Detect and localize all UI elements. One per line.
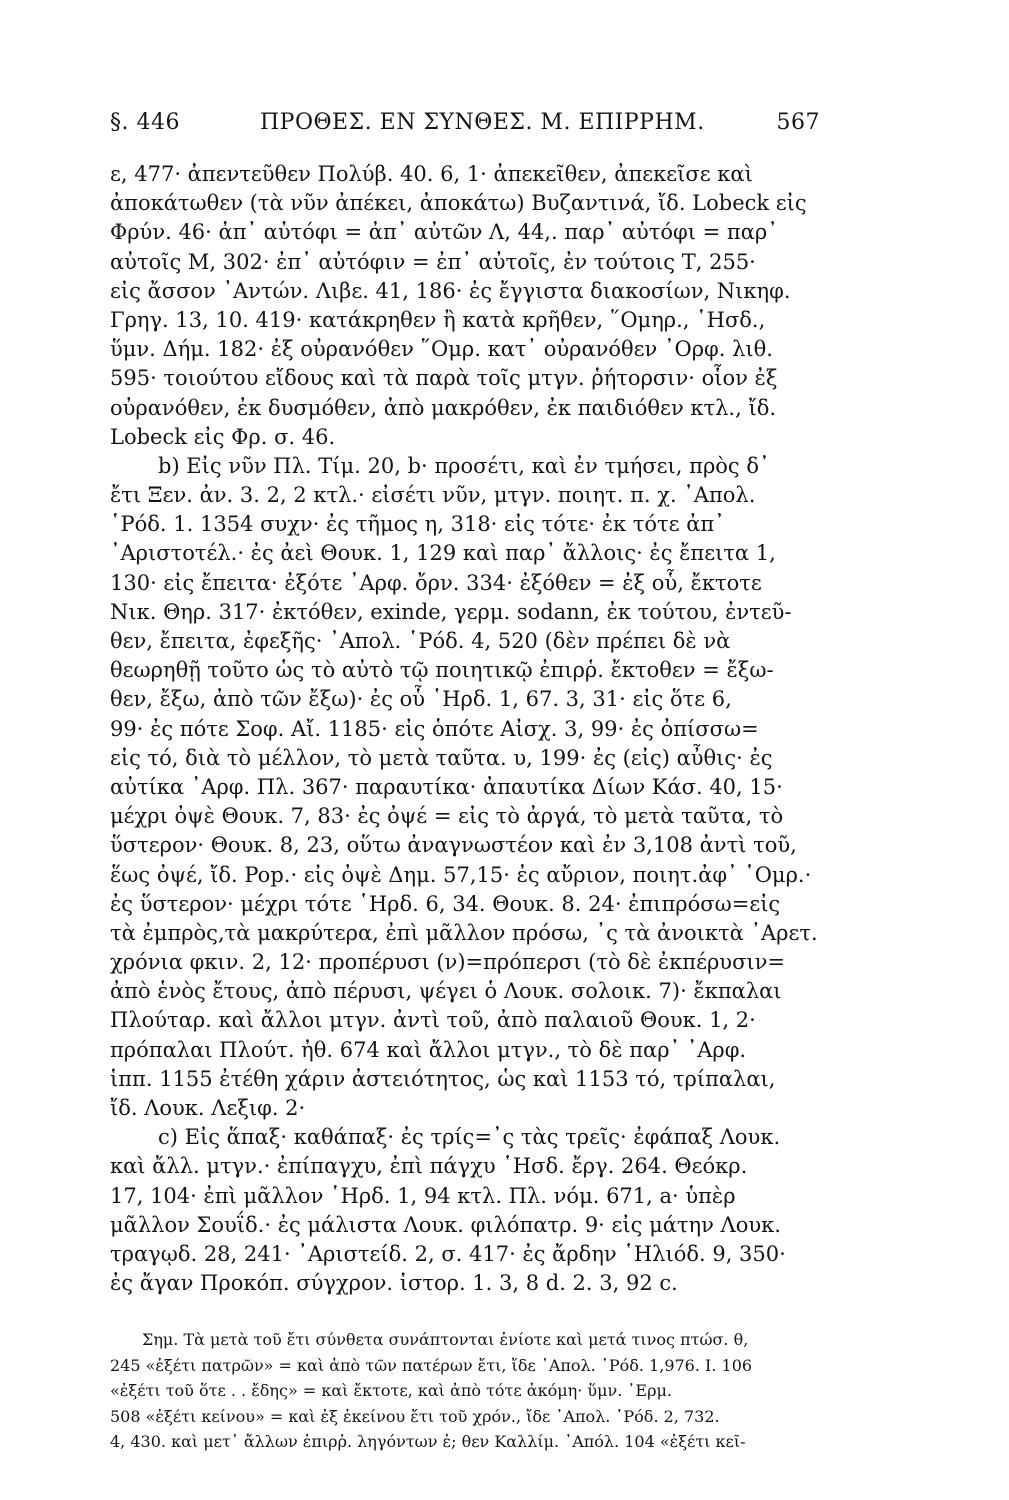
text-line: Φρύν. 46· ἀπ᾽ αὐτόφι = ἀπ᾽ αὐτῶν Λ, 44,. παρ᾽ αὐτόφι = παρ᾽ bbox=[110, 220, 778, 245]
paragraph-b-line: ἀπὸ ἑνὸς ἔτους, ἀπὸ πέρυσι, ψέγει ὁ Λουκ. σολοικ. 7)· ἔκπαλαι bbox=[110, 979, 782, 1004]
footnote-line: 245 «ἐξέτι πατρῶν» = καὶ ἀπὸ τῶν πατέρων ἔτι, ἴδε ᾽Απολ. ῾Ρόδ. 1,976. Ι. 106 bbox=[110, 1355, 753, 1375]
paragraph-b-line: ᾽Αριστοτέλ.· ἐς ἀεὶ Θουκ. 1, 129 καὶ παρ᾽ ἄλλοις· ἐς ἔπειτα 1, bbox=[110, 541, 776, 566]
page-number: 567 bbox=[776, 110, 820, 135]
paragraph-c-line: 17, 104· ἐπὶ μᾶλλον ῾Ηρδ. 1, 94 κτλ. Πλ. νόμ. 671, a· ὑπὲρ bbox=[110, 1183, 736, 1208]
paragraph-b-line: ἐς ὕστερον· μέχρι τότε ῾Ηρδ. 6, 34. Θουκ. 8. 24· ἐπιπρόσω=εἰς bbox=[110, 891, 781, 916]
section-number: §. 446 bbox=[110, 110, 180, 135]
footnote-line: Σημ. Τὰ μετὰ τοῦ ἔτι σύνθετα συνάπτονται ἐνίοτε καὶ μετά τινος πτώσ. θ, bbox=[142, 1330, 749, 1349]
paragraph-b-line: χρόνια φκιν. 2, 12· προπέρυσι (ν)=πρόπερσι (τὸ δὲ ἐκπέρυσιν= bbox=[110, 950, 786, 975]
paragraph-b-line: θεωρηθῇ τοῦτο ὡς τὸ αὐτὸ τῷ ποιητικῷ ἐπιρῥ. ἔκτοθεν = ἔξω- bbox=[110, 658, 774, 683]
text-line: οὐρανόθεν, ἐκ δυσμόθεν, ἀπὸ μακρόθεν, ἐκ παιδιόθεν κτλ., ἴδ. bbox=[110, 395, 777, 420]
paragraph-b-line: θεν, ἔπειτα, ἐφεξῆς· ᾽Απολ. ῾Ρόδ. 4, 520 (δὲν πρέπει δὲ νὰ bbox=[110, 629, 731, 653]
paragraph-b-line: ῾Ρόδ. 1. 1354 συχν· ἐς τῆμος η, 318· εἰς τότε· ἐκ τότε ἀπ᾽ bbox=[110, 512, 725, 537]
paragraph-b-line: ὕστερον· Θουκ. 8, 23, οὕτω ἀναγνωστέον καὶ ἐν 3,108 ἀντὶ τοῦ, bbox=[110, 833, 797, 858]
paragraph-c-line: καὶ ἄλλ. μτγν.· ἐπίπαγχυ, ἐπὶ πάγχυ ῾Ησδ. ἔργ. 264. Θεόκρ. bbox=[110, 1154, 748, 1179]
paragraph-c-line: τραγῳδ. 28, 241· ᾽Αριστείδ. 2, σ. 417· ἐς ἄρδην ῾Ηλιόδ. 9, 350· bbox=[110, 1241, 786, 1266]
paragraph-b-line: πρόπαλαι Πλούτ. ἠθ. 674 καὶ ἄλλοι μτγν., τὸ δὲ παρ᾽ ᾽Αρφ. bbox=[110, 1037, 747, 1062]
text-line: Lobeck εἰς Φρ. σ. 46. bbox=[110, 424, 336, 449]
paragraph-b-line: Πλούταρ. καὶ ἄλλοι μτγν. ἀντὶ τοῦ, ἀπὸ παλαιοῦ Θουκ. 1, 2· bbox=[110, 1008, 756, 1033]
text-line: αὐτοῖς Μ, 302· ἐπ᾽ αὐτόφιν = ἐπ᾽ αὐτοῖς, ἐν τούτοις Τ, 255· bbox=[110, 249, 756, 274]
paragraph-b-line: 99· ἐς πότε Σοφ. Αἴ. 1185· εἰς ὁπότε Αἰσχ. 3, 99· ἐς ὀπίσσω= bbox=[110, 716, 759, 741]
paragraph-b-line: ἴδ. Λουκ. Λεξιφ. 2· bbox=[110, 1096, 306, 1120]
text-line: εἰς ἄσσον ᾽Αντών. Λιβε. 41, 186· ἐς ἔγγιστα διακοσίων, Νικηφ. bbox=[110, 278, 791, 303]
footnote-line: 508 «ἐξέτι κείνου» = καὶ ἐξ ἐκείνου ἔτι τοῦ χρόν., ἴδε ᾽Απολ. ῾Ρόδ. 2, 732. bbox=[110, 1406, 720, 1426]
paragraph-b-line: ἔτι Ξεν. ἀν. 3. 2, 2 κτλ.· εἰσέτι νῦν, μτγν. ποιητ. π. χ. ᾽Απολ. bbox=[110, 483, 756, 508]
text-line: ἀποκάτωθεν (τὰ νῦν ἀπέκει, ἀποκάτω) Βυζαντινά, ἴδ. Lobeck εἰς bbox=[110, 191, 807, 216]
text-line: ε, 477· ἀπεντεῦθεν Πολύβ. 40. 6, 1· ἀπεκεῖθεν, ἀπεκεῖσε καὶ bbox=[110, 162, 753, 186]
footnote-line: «ἐξέτι τοῦ ὅτε . . ἔδης» = καὶ ἔκτοτε, καὶ ἀπὸ τότε ἀκόμη· ὕμν. ῾Ερμ. bbox=[110, 1381, 672, 1400]
paragraph-b-line: μέχρι ὀψὲ Θουκ. 7, 83· ἐς ὀψέ = εἰς τὸ ἀργά, τὸ μετὰ ταῦτα, τὸ bbox=[110, 804, 784, 829]
paragraph-b-line: Νικ. Θηρ. 317· ἐκτόθεν, exinde, γερμ. sodann, ἐκ τούτου, ἐντεῦ- bbox=[110, 599, 792, 624]
footnote-line: 4, 430. καὶ μετ᾽ ἄλλων ἐπιρῥ. ληγόντων ἐ; θεν Καλλίμ. ᾽Απόλ. 104 «ἐξέτι κεῖ- bbox=[110, 1432, 746, 1451]
running-header bbox=[110, 110, 820, 150]
paragraph-c-line: μᾶλλον Σουΐδ.· ἐς μάλιστα Λουκ. φιλόπατρ. 9· εἰς μάτην Λουκ. bbox=[110, 1212, 781, 1237]
paragraph-b-line: τὰ ἐμπρὸς,τὰ μακρύτερα, ἐπὶ μᾶλλον πρόσω, ᾽ς τὰ ἀνοικτὰ ᾽Αρετ. bbox=[110, 920, 818, 945]
paragraph-b-line: b) Εἰς νῦν Πλ. Τίμ. 20, b· προσέτι, καὶ ἐν τμήσει, πρὸς δ᾽ bbox=[158, 453, 770, 478]
paragraph-b-line: 130· εἰς ἔπειτα· ἐξότε ᾽Αρφ. ὄρν. 334· ἐξόθεν = ἐξ οὗ, ἔκτοτε bbox=[110, 570, 762, 595]
text-line: 595· τοιούτου εἴδους καὶ τὰ παρὰ τοῖς μτγν. ῥήτορσιν· οἷον ἐξ bbox=[110, 366, 778, 391]
paragraph-b-line: εἰς τό, διὰ τὸ μέλλον, τὸ μετὰ ταῦτα. υ, 199· ἐς (εἰς) αὖθις· ἐς bbox=[110, 745, 773, 770]
paragraph-b-line: θεν, ἔξω, ἀπὸ τῶν ἔξω)· ἐς οὗ ῾Ηρδ. 1, 67. 3, 31· εἰς ὅτε 6, bbox=[110, 687, 732, 712]
paragraph-c-line: c) Εἰς ἅπαξ· καθάπαξ· ἐς τρίς=᾽ς τὰς τρεῖς· ἐφάπαξ Λουκ. bbox=[158, 1125, 781, 1150]
paragraph-b-line: αὐτίκα ᾽Αρφ. Πλ. 367· παραυτίκα· ἀπαυτίκα Δίων Κάσ. 40, 15· bbox=[110, 774, 783, 799]
main-text bbox=[110, 160, 820, 1298]
text-line: Γρηγ. 13, 10. 419· κατάκρηθεν ἢ κατὰ κρῆθεν, ῞Ομηρ., ῾Ησδ., bbox=[110, 307, 766, 332]
text-line: ὕμν. Δήμ. 182· ἐξ οὐρανόθεν ῞Ομρ. κατ᾽ οὐρανόθεν ᾽Ορφ. λιθ. bbox=[110, 337, 773, 362]
paragraph-b-line: ἕως ὀψέ, ἴδ. Pop.· εἰς ὀψὲ Δημ. 57,15· ἐς αὔριον, ποιητ.ἀφ᾽ ῾Ομρ.· bbox=[110, 862, 812, 887]
footnote bbox=[110, 1327, 820, 1455]
paragraph-c-line: ἐς ἄγαν Προκόπ. σύγχρον. ἱστορ. 1. 3, 8 d. 2. 3, 92 c. bbox=[110, 1271, 678, 1296]
paragraph-b-line: ἱππ. 1155 ἐτέθη χάριν ἀστειότητος, ὡς καὶ 1153 τό, τρίπαλαι, bbox=[110, 1066, 776, 1091]
running-title: ΠΡΟΘΕΣ. ΕΝ ΣΥΝΘΕΣ. Μ. ΕΠΙΡΡΗΜ. bbox=[260, 110, 705, 135]
